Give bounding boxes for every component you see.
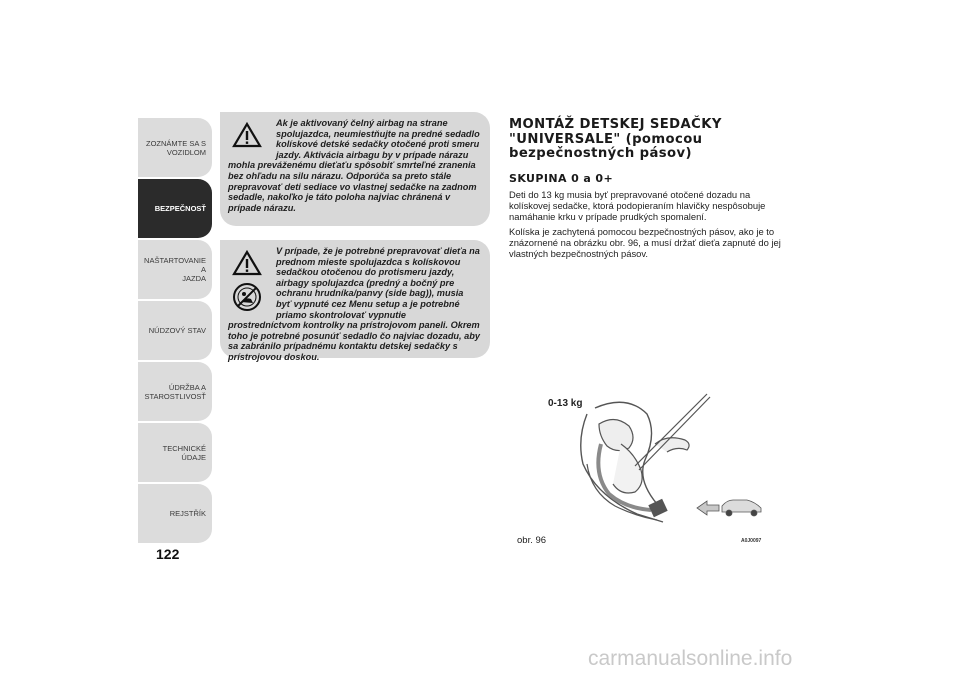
tab-nastartovanie[interactable] [138,240,212,299]
car-icon [722,500,761,516]
warning-icon-group [232,250,268,318]
tab-label: NÚDZOVÝ STAV [148,326,206,335]
tab-label: REJSTŘÍK [169,509,206,518]
figure-code: A0J0097 [741,538,762,544]
tab-label: BEZPEČNOSŤ [154,204,206,213]
figure-caption: obr. 96 [517,535,547,546]
tab-zoznamte-sa[interactable] [138,118,212,177]
tab-label: TECHNICKÉ ÚDAJE [162,443,206,462]
tab-bezpecnost[interactable] [138,179,212,238]
watermark: carmanualsonline.info [588,647,793,670]
warning-box-disable-airbag [220,240,490,362]
section-heading: MONTÁŽ DETSKEJ SEDAČKY "UNIVERSALE" (pomocou bezpečnostných pásov) [509,117,722,161]
tab-label: NAŠTARTOVANIE A JAZDA [144,256,206,283]
chapter-tabs [138,118,212,545]
warning-text: Ak je aktivovaný čelný airbag na strane spolujazdca, neumiestňujte na predné sedadlo kolískové detské sedačky otočené proti smeru jazdy. Aktivácia airbagu by v prípade nárazu mohla preváženému dieťaťu spôsobiť smrteľné zranenia bez ohľadu na silu nárazu. Odporúča sa preto stále prepravovať deti sediace vo vlastnej sedačke na zadnom sedadle, nakoľko je táto poloha najviac chránená v prípade nárazu. [228,118,480,213]
warning-box-airbag [220,112,490,226]
tab-label: ÚDRŽBA A STAROSTLIVOSŤ [144,382,206,401]
section-universale [509,118,781,263]
passenger-airbag-off-icon [232,282,262,312]
page-number: 122 [156,546,180,562]
tab-technicke-udaje[interactable] [138,423,212,482]
warning-text: V prípade, že je potrebné prepravovať dieťa na prednom mieste spolujazdca s kolískovou sedačkou otočenou do protismeru jazdy, airbagy spolujazdca (predný a bočný pre ochranu hrudníka/panvy (side bag)), musia byť vypnuté cez Menu setup a je potrebné priamo skontrolovať vypnutie prostredníctvom kontrolky na prístrojovom paneli. Okrem toho je potrebné posunúť sedadlo čo najviac dozadu, aby sa zabránilo prípadnému kontaktu detskej sedačky s prístrojovou doskou. [228,246,480,362]
tab-udrzba[interactable] [138,362,212,421]
body-paragraph-1: Deti do 13 kg musia byť prepravované otočené dozadu na kolískovej sedačke, ktorá podopieraním hlavičky nespôsobuje namáhanie krku v prípade prudkých spomalení. [509,188,766,222]
body-paragraph-2: Kolíska je zachytená pomocou bezpečnostných pásov, ako je to znázornené na obrázku obr. 96, a musí držať dieťa zapnuté do jej vlastných bezpečnostných pásov. [509,225,781,259]
warning-icon-group [232,122,268,154]
section-subheading: SKUPINA 0 a 0+ [509,171,614,185]
warning-triangle-icon [232,250,262,276]
direction-arrow-icon [697,501,719,515]
tab-label: ZOZNÁMTE SA S VOZIDLOM [145,138,206,157]
figure-weight-label: 0-13 kg [548,398,583,409]
tab-rejstrik[interactable] [138,484,212,543]
tab-nudzovy-stav[interactable] [138,301,212,360]
warning-triangle-icon [232,122,262,148]
